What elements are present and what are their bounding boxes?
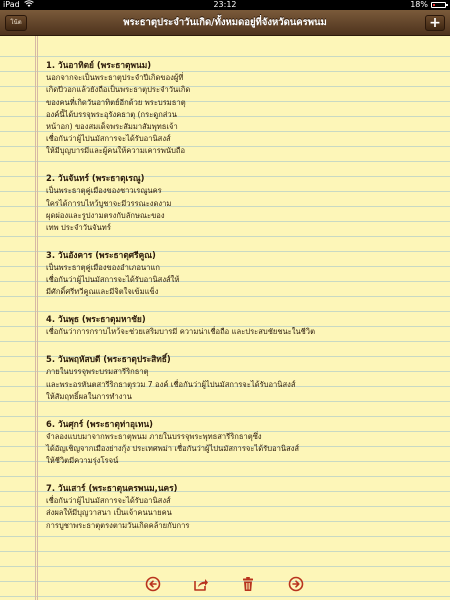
section-line: เชื่อกันว่าผู้ไปนมัสการจะได้รับอานิสงส์: [46, 134, 171, 144]
section-heading: 4. วันพุธ (พระธาตุมหาชัย): [46, 314, 146, 325]
note-section: [46, 353, 441, 403]
bottom-toolbar: [0, 570, 450, 600]
section-line: นอกจากจะเป็นพระธาตุประจำปีเกิดของผู้ที่: [46, 73, 184, 83]
note-section: [46, 418, 441, 468]
section-line: หน้าอก) ของสมเด็จพระสัมมาสัมพุทธเจ้า: [46, 122, 178, 132]
note-title: พระธาตุประจำวันเกิด/ทั้งหมดอยู่ที่จังหวัดนครพนม: [123, 17, 327, 28]
section-line: เชื่อกันว่าการกราบไหว้จะช่วยเสริมบารมี ความน่าเชื่อถือ และประสบชัยชนะในชีวิต: [46, 327, 315, 337]
section-line: เชื่อกันว่าผู้ไปนมัสการจะได้รับอานิสงส์ให้: [46, 275, 180, 285]
note-section: [46, 313, 441, 338]
notes-list-button[interactable]: โน้ต: [5, 15, 27, 31]
note-body[interactable]: [46, 59, 441, 546]
status-bar: [0, 0, 450, 10]
section-line: ให้ชีวิตมีความรุ่งโรจน์: [46, 456, 119, 466]
margin-line: [35, 36, 36, 600]
note-section: [46, 249, 441, 299]
section-heading: 5. วันพฤหัสบดี (พระธาตุประสิทธิ์): [46, 354, 171, 365]
note-paper[interactable]: [0, 36, 450, 600]
carrier-label: iPad: [3, 0, 20, 9]
battery-level: [433, 4, 435, 6]
section-line: จำลองแบบมาจากพระธาตุพนม ภายในบรรจุพระพุทธสารีริกธาตุซึ่ง: [46, 431, 262, 441]
trash-icon[interactable]: [240, 576, 256, 592]
section-line: การบูชาพระธาตุตรงตามวันเกิดคล้ายกับการ: [46, 520, 190, 530]
section-line: เชื่อกันว่าผู้ไปนมัสการจะได้รับอานิสงส์: [46, 496, 171, 506]
note-toolbar: [0, 10, 450, 36]
section-line: องค์นี้ได้บรรจุพระอุรังคธาตุ (กระดูกส่วน: [46, 109, 177, 119]
section-line: เป็นพระธาตุคู่เมืองของชาวเรณูนคร: [46, 186, 162, 196]
note-section: [46, 59, 441, 158]
section-line: เทพ ประจำวันจันทร์: [46, 223, 111, 233]
section-line: ภายในบรรจุพระบรมสารีริกธาตุ: [46, 367, 149, 377]
section-heading: 7. วันเสาร์ (พระธาตุนครพนม,นคร): [46, 483, 178, 494]
section-line: มีศักดิ์ศรีทวีคูณและมีจิตใจเข้มแข็ง: [46, 287, 159, 297]
section-heading: 1. วันอาทิตย์ (พระธาตุพนม): [46, 60, 152, 70]
section-line: ได้อัญเชิญจากเมืองย่างกุ้ง ประเทศพม่า เชื่อกันว่าผู้ไปนมัสการจะได้รับอานิสงส์: [46, 444, 300, 454]
note-section: [46, 172, 441, 234]
battery-icon: [431, 2, 446, 8]
section-line: ของคนที่เกิดวันอาทิตย์อีกด้วย พระบรมธาตุ: [46, 97, 186, 107]
prev-arrow-icon[interactable]: [145, 576, 161, 592]
section-line: ใครได้การบไหว้บูชาจะมีวรรณะงดงาม: [46, 198, 172, 208]
clock: 23:12: [213, 0, 237, 9]
add-note-button[interactable]: +: [425, 15, 445, 31]
battery-percent: 18%: [410, 0, 428, 9]
next-arrow-icon[interactable]: [288, 576, 304, 592]
section-line: ส่งผลให้มีบุญวาสนา เป็นเจ้าคนนายคน: [46, 508, 172, 518]
section-line: ผุดผ่องและรูปงามตรงกับลักษณะของ: [46, 210, 165, 220]
section-line: ให้มีบุญบารมีและผู้คนให้ความเคารพนับถือ: [46, 146, 186, 156]
section-heading: 2. วันจันทร์ (พระธาตุเรณู): [46, 173, 145, 184]
note-section: [46, 482, 441, 532]
section-line: เกิดปีวอกแล้วยังถือเป็นพระธาตุประจำวันเกิด: [46, 85, 191, 95]
section-heading: 6. วันศุกร์ (พระธาตุท่าอุเทน): [46, 418, 153, 429]
section-line: เป็นพระธาตุคู่เมืองของอำเภอนาแก: [46, 263, 160, 273]
margin-line: [37, 36, 38, 600]
section-line: และพระอรหันตสารีริกธาตุรวม 7 องค์ เชื่อกันว่าผู้ไปนมัสการจะได้รับอานิสงส์: [46, 379, 296, 389]
section-heading: 3. วันอังคาร (พระธาตุศรีคูณ): [46, 249, 156, 260]
share-icon[interactable]: [193, 576, 209, 592]
section-line: ให้สัมฤทธิ์ผลในการทำงาน: [46, 391, 132, 401]
